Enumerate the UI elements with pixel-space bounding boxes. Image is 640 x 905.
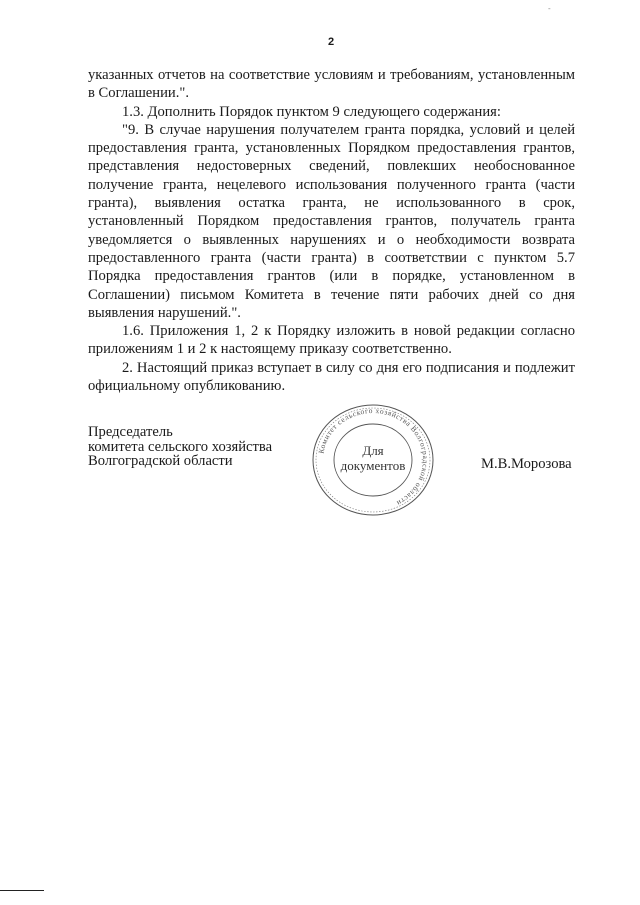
stamp-center-line-1: Для (362, 443, 384, 458)
signer-title-line-3: Волгоградской области (88, 453, 233, 470)
paragraph-continuation: указанных отчетов на соответствие условиям и требованиям, установленным в Соглашении.". (88, 67, 575, 102)
signer-name: М.В.Морозова (481, 456, 572, 472)
paragraph-point-9: "9. В случае нарушения получателем гранта порядка, условий и целей предоставления гранта, установленных Порядком предоставления грантов, представления недостоверных сведений, повлекших необоснованное получение гранта, нецелевого использования полученного гранта (части гранта), выявления остатка гранта, не использованного в срок, установленный Порядком предоставления грантов, получатель гранта уведомляется о выявленных нарушениях и о необходимости возврата предоставленного гранта (части гранта) в соответствии с пунктом 5.7 Порядка предоставления грантов (или в порядке, установленном в Соглашении) письмом Комитета в течение пяти рабочих дней со дня выявления нарушений.". (88, 121, 575, 321)
corner-mark: - (548, 4, 551, 13)
stamp-center-line-2: документов (340, 458, 406, 473)
signer-title-line-1: Председатель (88, 424, 173, 440)
stamp-ring-text: Комитет сельского хозяйства Волгоградской области (316, 405, 431, 509)
official-stamp (311, 403, 435, 517)
paragraph-1-3: 1.3. Дополнить Порядок пунктом 9 следующего содержания: (122, 103, 501, 120)
paragraph-1-6: 1.6. Приложения 1, 2 к Порядку изложить в новой редакции согласно приложениям 1 и 2 к настоящему приказу соответственно. (88, 323, 575, 358)
paragraph-2: 2. Настоящий приказ вступает в силу со дня его подписания и подлежит официальному опубликованию. (88, 359, 575, 395)
footer-rule (0, 890, 44, 891)
signer-title-line-2: комитета сельского хозяйства (88, 438, 273, 455)
signature-block (88, 425, 272, 469)
document-body (88, 66, 575, 395)
page-number: 2 (327, 36, 335, 48)
